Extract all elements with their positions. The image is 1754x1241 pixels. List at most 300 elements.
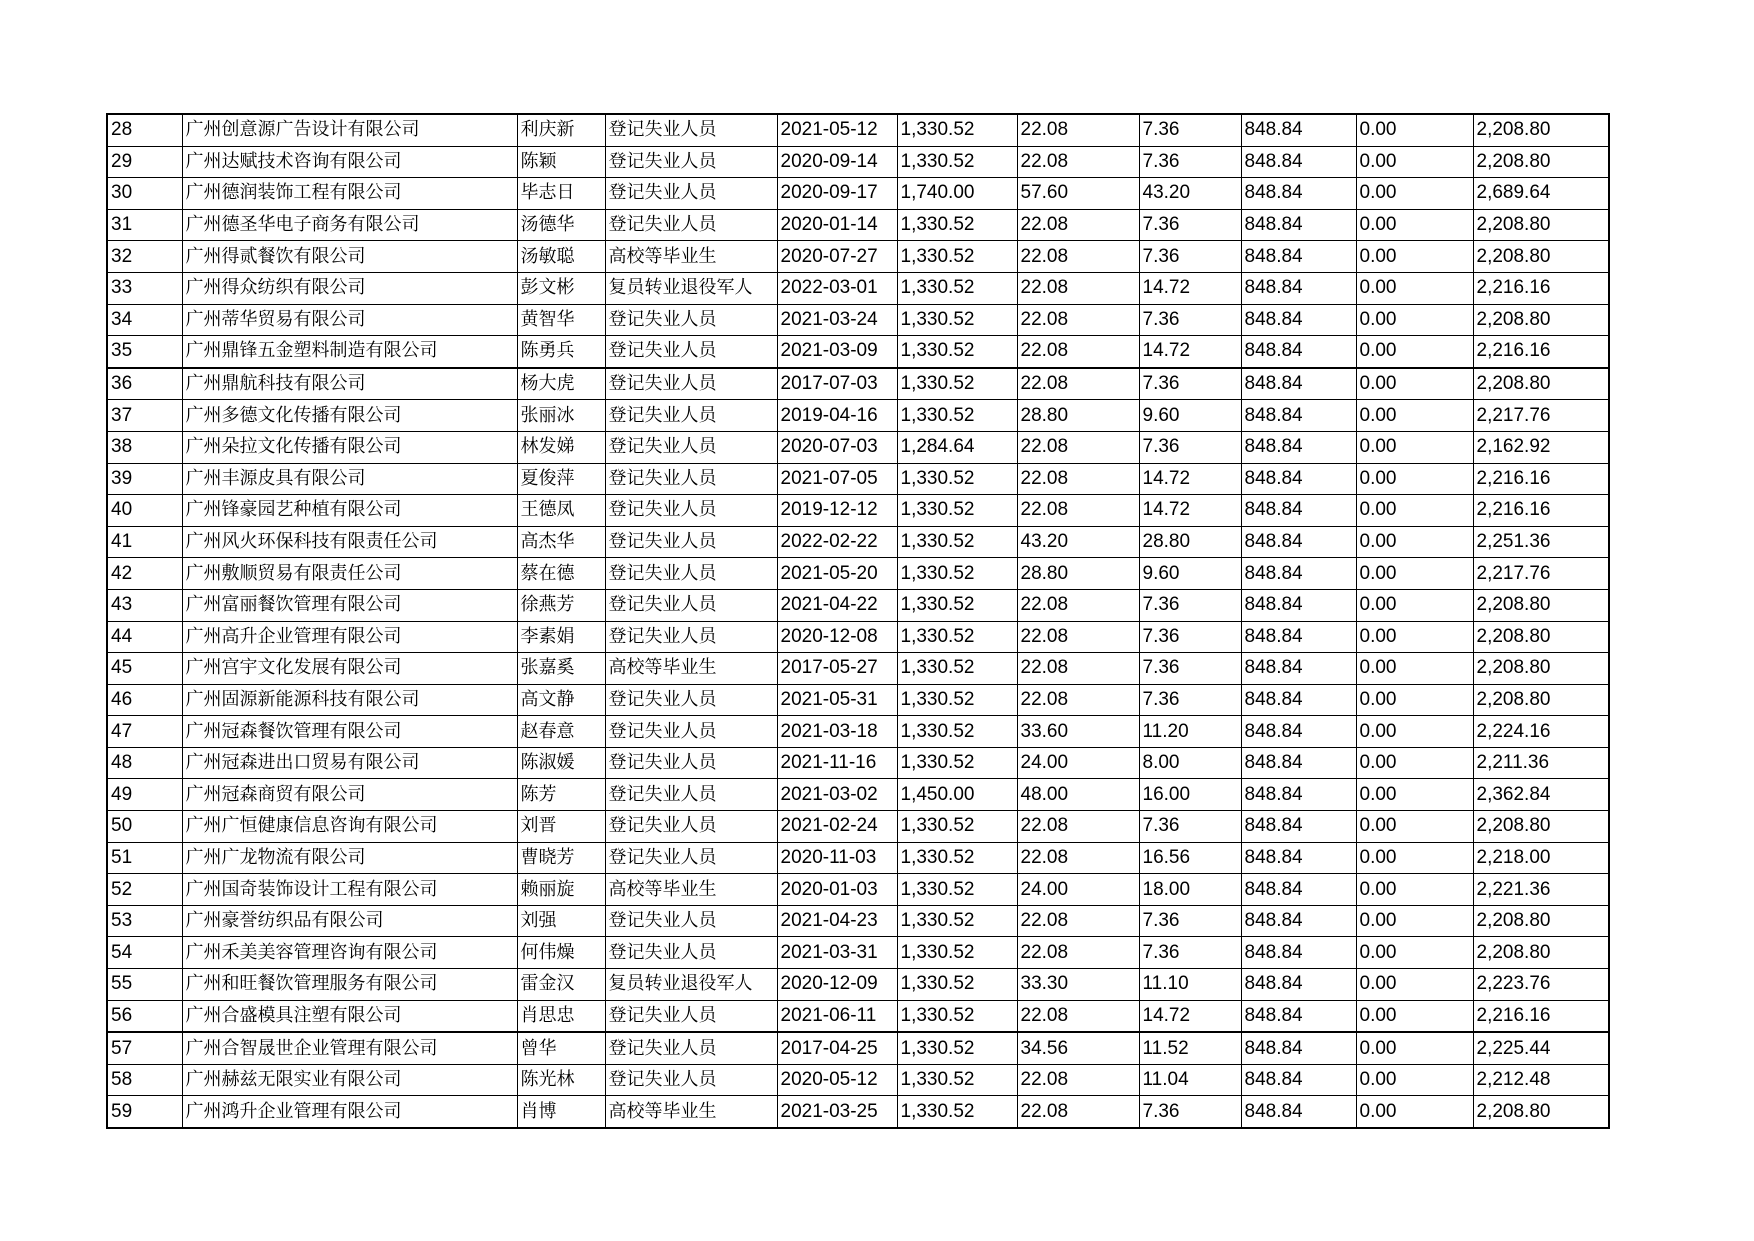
total-cell: 2,225.44 (1473, 1032, 1609, 1064)
amount-cell: 22.08 (1017, 1064, 1139, 1096)
table-row (107, 811, 1609, 843)
amount-cell: 1,330.52 (897, 336, 1017, 368)
date-cell: 2022-03-01 (777, 272, 897, 304)
amount-cell: 16.00 (1139, 779, 1241, 811)
total-cell: 2,208.80 (1473, 589, 1609, 621)
company-name-cell: 广州固源新能源科技有限公司 (182, 684, 517, 716)
amount-cell: 0.00 (1356, 905, 1473, 937)
date-cell: 2021-03-02 (777, 779, 897, 811)
date-cell: 2021-03-31 (777, 937, 897, 969)
date-cell: 2021-03-24 (777, 304, 897, 336)
total-cell: 2,208.80 (1473, 653, 1609, 685)
date-cell: 2021-04-23 (777, 905, 897, 937)
amount-cell: 1,330.52 (897, 811, 1017, 843)
person-name-cell: 张嘉奚 (517, 653, 605, 685)
personnel-category-cell: 登记失业人员 (605, 684, 777, 716)
amount-cell: 22.08 (1017, 811, 1139, 843)
row-number-cell: 36 (107, 368, 182, 400)
amount-cell: 1,330.52 (897, 874, 1017, 906)
amount-cell: 1,330.52 (897, 1064, 1017, 1096)
date-cell: 2021-11-16 (777, 747, 897, 779)
table-row (107, 716, 1609, 748)
table-row (107, 368, 1609, 400)
person-name-cell: 彭文彬 (517, 272, 605, 304)
amount-cell: 0.00 (1356, 874, 1473, 906)
amount-cell: 1,330.52 (897, 747, 1017, 779)
amount-cell: 22.08 (1017, 146, 1139, 178)
person-name-cell: 曾华 (517, 1032, 605, 1064)
amount-cell: 848.84 (1241, 495, 1356, 527)
amount-cell: 0.00 (1356, 558, 1473, 590)
personnel-category-cell: 登记失业人员 (605, 937, 777, 969)
row-number-cell: 55 (107, 969, 182, 1001)
personnel-category-cell: 复员转业退役军人 (605, 969, 777, 1001)
table-row (107, 653, 1609, 685)
total-cell: 2,208.80 (1473, 209, 1609, 241)
total-cell: 2,208.80 (1473, 905, 1609, 937)
date-cell: 2021-07-05 (777, 463, 897, 495)
amount-cell: 16.56 (1139, 842, 1241, 874)
amount-cell: 0.00 (1356, 1000, 1473, 1032)
amount-cell: 22.08 (1017, 368, 1139, 400)
amount-cell: 14.72 (1139, 272, 1241, 304)
row-number-cell: 37 (107, 400, 182, 432)
amount-cell: 1,330.52 (897, 905, 1017, 937)
data-table (106, 113, 1610, 1129)
company-name-cell: 广州达赋技术咨询有限公司 (182, 146, 517, 178)
personnel-category-cell: 登记失业人员 (605, 1032, 777, 1064)
row-number-cell: 31 (107, 209, 182, 241)
company-name-cell: 广州高升企业管理有限公司 (182, 621, 517, 653)
row-number-cell: 59 (107, 1096, 182, 1128)
total-cell: 2,362.84 (1473, 779, 1609, 811)
total-cell: 2,208.80 (1473, 1096, 1609, 1128)
amount-cell: 1,330.52 (897, 589, 1017, 621)
table-body (107, 114, 1609, 1128)
company-name-cell: 广州锋豪园艺种植有限公司 (182, 495, 517, 527)
date-cell: 2021-05-31 (777, 684, 897, 716)
personnel-category-cell: 登记失业人员 (605, 114, 777, 146)
amount-cell: 33.60 (1017, 716, 1139, 748)
date-cell: 2017-07-03 (777, 368, 897, 400)
amount-cell: 1,330.52 (897, 716, 1017, 748)
amount-cell: 1,330.52 (897, 304, 1017, 336)
date-cell: 2020-11-03 (777, 842, 897, 874)
personnel-category-cell: 登记失业人员 (605, 811, 777, 843)
amount-cell: 848.84 (1241, 463, 1356, 495)
amount-cell: 22.08 (1017, 431, 1139, 463)
row-number-cell: 51 (107, 842, 182, 874)
row-number-cell: 50 (107, 811, 182, 843)
date-cell: 2017-04-25 (777, 1032, 897, 1064)
personnel-category-cell: 登记失业人员 (605, 146, 777, 178)
personnel-category-cell: 高校等毕业生 (605, 653, 777, 685)
personnel-category-cell: 登记失业人员 (605, 1064, 777, 1096)
amount-cell: 28.80 (1017, 400, 1139, 432)
company-name-cell: 广州国奇装饰设计工程有限公司 (182, 874, 517, 906)
personnel-category-cell: 登记失业人员 (605, 842, 777, 874)
row-number-cell: 54 (107, 937, 182, 969)
total-cell: 2,216.16 (1473, 1000, 1609, 1032)
amount-cell: 0.00 (1356, 937, 1473, 969)
amount-cell: 1,284.64 (897, 431, 1017, 463)
personnel-category-cell: 登记失业人员 (605, 747, 777, 779)
amount-cell: 1,330.52 (897, 621, 1017, 653)
amount-cell: 1,450.00 (897, 779, 1017, 811)
amount-cell: 7.36 (1139, 905, 1241, 937)
total-cell: 2,212.48 (1473, 1064, 1609, 1096)
amount-cell: 7.36 (1139, 114, 1241, 146)
amount-cell: 0.00 (1356, 747, 1473, 779)
table-row (107, 272, 1609, 304)
amount-cell: 43.20 (1139, 178, 1241, 210)
person-name-cell: 刘强 (517, 905, 605, 937)
amount-cell: 7.36 (1139, 653, 1241, 685)
date-cell: 2020-01-03 (777, 874, 897, 906)
date-cell: 2021-04-22 (777, 589, 897, 621)
total-cell: 2,224.16 (1473, 716, 1609, 748)
amount-cell: 7.36 (1139, 304, 1241, 336)
amount-cell: 848.84 (1241, 653, 1356, 685)
amount-cell: 9.60 (1139, 400, 1241, 432)
row-number-cell: 48 (107, 747, 182, 779)
amount-cell: 0.00 (1356, 146, 1473, 178)
row-number-cell: 30 (107, 178, 182, 210)
amount-cell: 1,330.52 (897, 526, 1017, 558)
amount-cell: 848.84 (1241, 684, 1356, 716)
amount-cell: 22.08 (1017, 589, 1139, 621)
amount-cell: 0.00 (1356, 779, 1473, 811)
personnel-category-cell: 登记失业人员 (605, 463, 777, 495)
amount-cell: 1,330.52 (897, 209, 1017, 241)
company-name-cell: 广州广龙物流有限公司 (182, 842, 517, 874)
table-row (107, 1096, 1609, 1128)
total-cell: 2,208.80 (1473, 114, 1609, 146)
company-name-cell: 广州和旺餐饮管理服务有限公司 (182, 969, 517, 1001)
amount-cell: 848.84 (1241, 336, 1356, 368)
personnel-category-cell: 复员转业退役军人 (605, 272, 777, 304)
person-name-cell: 徐燕芳 (517, 589, 605, 621)
amount-cell: 22.08 (1017, 272, 1139, 304)
amount-cell: 0.00 (1356, 209, 1473, 241)
amount-cell: 1,330.52 (897, 272, 1017, 304)
personnel-category-cell: 登记失业人员 (605, 336, 777, 368)
table-row (107, 842, 1609, 874)
amount-cell: 1,330.52 (897, 969, 1017, 1001)
date-cell: 2021-03-25 (777, 1096, 897, 1128)
table-row (107, 209, 1609, 241)
row-number-cell: 41 (107, 526, 182, 558)
amount-cell: 0.00 (1356, 653, 1473, 685)
company-name-cell: 广州冠森进出口贸易有限公司 (182, 747, 517, 779)
company-name-cell: 广州得众纺织有限公司 (182, 272, 517, 304)
personnel-category-cell: 登记失业人员 (605, 400, 777, 432)
row-number-cell: 56 (107, 1000, 182, 1032)
table-row (107, 1064, 1609, 1096)
person-name-cell: 汤敏聪 (517, 241, 605, 273)
total-cell: 2,208.80 (1473, 811, 1609, 843)
amount-cell: 848.84 (1241, 304, 1356, 336)
amount-cell: 1,330.52 (897, 653, 1017, 685)
total-cell: 2,223.76 (1473, 969, 1609, 1001)
person-name-cell: 刘晋 (517, 811, 605, 843)
amount-cell: 1,330.52 (897, 842, 1017, 874)
total-cell: 2,217.76 (1473, 558, 1609, 590)
amount-cell: 7.36 (1139, 368, 1241, 400)
table-row (107, 146, 1609, 178)
date-cell: 2021-05-20 (777, 558, 897, 590)
amount-cell: 848.84 (1241, 747, 1356, 779)
person-name-cell: 赵春意 (517, 716, 605, 748)
company-name-cell: 广州丰源皮具有限公司 (182, 463, 517, 495)
company-name-cell: 广州广恒健康信息咨询有限公司 (182, 811, 517, 843)
total-cell: 2,211.36 (1473, 747, 1609, 779)
person-name-cell: 蔡在德 (517, 558, 605, 590)
company-name-cell: 广州鼎航科技有限公司 (182, 368, 517, 400)
amount-cell: 848.84 (1241, 558, 1356, 590)
personnel-category-cell: 登记失业人员 (605, 209, 777, 241)
table-row (107, 495, 1609, 527)
person-name-cell: 何伟燥 (517, 937, 605, 969)
table-row (107, 969, 1609, 1001)
date-cell: 2022-02-22 (777, 526, 897, 558)
amount-cell: 22.08 (1017, 1096, 1139, 1128)
table-row (107, 336, 1609, 368)
amount-cell: 1,330.52 (897, 400, 1017, 432)
amount-cell: 1,330.52 (897, 1096, 1017, 1128)
total-cell: 2,208.80 (1473, 146, 1609, 178)
amount-cell: 1,330.52 (897, 463, 1017, 495)
total-cell: 2,208.80 (1473, 368, 1609, 400)
date-cell: 2019-12-12 (777, 495, 897, 527)
person-name-cell: 高杰华 (517, 526, 605, 558)
person-name-cell: 高文静 (517, 684, 605, 716)
person-name-cell: 陈淑媛 (517, 747, 605, 779)
row-number-cell: 32 (107, 241, 182, 273)
amount-cell: 0.00 (1356, 495, 1473, 527)
company-name-cell: 广州蒂华贸易有限公司 (182, 304, 517, 336)
date-cell: 2020-07-27 (777, 241, 897, 273)
amount-cell: 0.00 (1356, 368, 1473, 400)
amount-cell: 1,330.52 (897, 1000, 1017, 1032)
amount-cell: 7.36 (1139, 684, 1241, 716)
amount-cell: 1,330.52 (897, 558, 1017, 590)
amount-cell: 7.36 (1139, 621, 1241, 653)
table-row (107, 779, 1609, 811)
company-name-cell: 广州多德文化传播有限公司 (182, 400, 517, 432)
person-name-cell: 林发娣 (517, 431, 605, 463)
amount-cell: 7.36 (1139, 1096, 1241, 1128)
amount-cell: 848.84 (1241, 1032, 1356, 1064)
date-cell: 2019-04-16 (777, 400, 897, 432)
total-cell: 2,251.36 (1473, 526, 1609, 558)
row-number-cell: 47 (107, 716, 182, 748)
amount-cell: 11.10 (1139, 969, 1241, 1001)
amount-cell: 848.84 (1241, 842, 1356, 874)
table-row (107, 874, 1609, 906)
amount-cell: 11.04 (1139, 1064, 1241, 1096)
personnel-category-cell: 登记失业人员 (605, 905, 777, 937)
total-cell: 2,208.80 (1473, 684, 1609, 716)
amount-cell: 848.84 (1241, 178, 1356, 210)
amount-cell: 22.08 (1017, 495, 1139, 527)
company-name-cell: 广州创意源广告设计有限公司 (182, 114, 517, 146)
table-row (107, 684, 1609, 716)
amount-cell: 848.84 (1241, 146, 1356, 178)
total-cell: 2,218.00 (1473, 842, 1609, 874)
amount-cell: 0.00 (1356, 1064, 1473, 1096)
amount-cell: 1,330.52 (897, 684, 1017, 716)
company-name-cell: 广州德润装饰工程有限公司 (182, 178, 517, 210)
date-cell: 2021-03-09 (777, 336, 897, 368)
company-name-cell: 广州德圣华电子商务有限公司 (182, 209, 517, 241)
amount-cell: 848.84 (1241, 400, 1356, 432)
amount-cell: 7.36 (1139, 431, 1241, 463)
amount-cell: 14.72 (1139, 336, 1241, 368)
amount-cell: 22.08 (1017, 463, 1139, 495)
row-number-cell: 52 (107, 874, 182, 906)
amount-cell: 22.08 (1017, 621, 1139, 653)
date-cell: 2020-12-09 (777, 969, 897, 1001)
table-row (107, 1000, 1609, 1032)
person-name-cell: 张丽冰 (517, 400, 605, 432)
amount-cell: 0.00 (1356, 526, 1473, 558)
amount-cell: 848.84 (1241, 272, 1356, 304)
amount-cell: 0.00 (1356, 114, 1473, 146)
amount-cell: 7.36 (1139, 811, 1241, 843)
row-number-cell: 44 (107, 621, 182, 653)
date-cell: 2020-12-08 (777, 621, 897, 653)
person-name-cell: 毕志日 (517, 178, 605, 210)
personnel-category-cell: 登记失业人员 (605, 589, 777, 621)
amount-cell: 0.00 (1356, 304, 1473, 336)
person-name-cell: 杨大虎 (517, 368, 605, 400)
amount-cell: 7.36 (1139, 209, 1241, 241)
amount-cell: 7.36 (1139, 589, 1241, 621)
date-cell: 2020-09-17 (777, 178, 897, 210)
table-row (107, 431, 1609, 463)
amount-cell: 14.72 (1139, 495, 1241, 527)
amount-cell: 848.84 (1241, 114, 1356, 146)
amount-cell: 848.84 (1241, 874, 1356, 906)
date-cell: 2017-05-27 (777, 653, 897, 685)
person-name-cell: 夏俊萍 (517, 463, 605, 495)
amount-cell: 28.80 (1017, 558, 1139, 590)
amount-cell: 0.00 (1356, 621, 1473, 653)
row-number-cell: 42 (107, 558, 182, 590)
date-cell: 2020-09-14 (777, 146, 897, 178)
row-number-cell: 58 (107, 1064, 182, 1096)
amount-cell: 0.00 (1356, 241, 1473, 273)
total-cell: 2,216.16 (1473, 336, 1609, 368)
person-name-cell: 陈勇兵 (517, 336, 605, 368)
row-number-cell: 43 (107, 589, 182, 621)
amount-cell: 0.00 (1356, 178, 1473, 210)
total-cell: 2,217.76 (1473, 400, 1609, 432)
row-number-cell: 57 (107, 1032, 182, 1064)
amount-cell: 24.00 (1017, 874, 1139, 906)
person-name-cell: 雷金汉 (517, 969, 605, 1001)
table-row (107, 526, 1609, 558)
table-row (107, 304, 1609, 336)
table-row (107, 621, 1609, 653)
person-name-cell: 肖思忠 (517, 1000, 605, 1032)
amount-cell: 28.80 (1139, 526, 1241, 558)
amount-cell: 848.84 (1241, 969, 1356, 1001)
person-name-cell: 利庆新 (517, 114, 605, 146)
table-row (107, 400, 1609, 432)
person-name-cell: 黄智华 (517, 304, 605, 336)
total-cell: 2,162.92 (1473, 431, 1609, 463)
amount-cell: 0.00 (1356, 272, 1473, 304)
row-number-cell: 35 (107, 336, 182, 368)
amount-cell: 0.00 (1356, 1096, 1473, 1128)
company-name-cell: 广州合智晟世企业管理有限公司 (182, 1032, 517, 1064)
company-name-cell: 广州合盛模具注塑有限公司 (182, 1000, 517, 1032)
amount-cell: 848.84 (1241, 937, 1356, 969)
amount-cell: 0.00 (1356, 431, 1473, 463)
amount-cell: 0.00 (1356, 842, 1473, 874)
table-row (107, 114, 1609, 146)
amount-cell: 0.00 (1356, 336, 1473, 368)
personnel-category-cell: 登记失业人员 (605, 431, 777, 463)
row-number-cell: 39 (107, 463, 182, 495)
amount-cell: 848.84 (1241, 241, 1356, 273)
personnel-category-cell: 登记失业人员 (605, 716, 777, 748)
total-cell: 2,208.80 (1473, 304, 1609, 336)
amount-cell: 848.84 (1241, 209, 1356, 241)
company-name-cell: 广州宫宇文化发展有限公司 (182, 653, 517, 685)
personnel-category-cell: 登记失业人员 (605, 368, 777, 400)
amount-cell: 848.84 (1241, 589, 1356, 621)
row-number-cell: 33 (107, 272, 182, 304)
person-name-cell: 曹晓芳 (517, 842, 605, 874)
date-cell: 2020-01-14 (777, 209, 897, 241)
amount-cell: 848.84 (1241, 1064, 1356, 1096)
amount-cell: 22.08 (1017, 1000, 1139, 1032)
person-name-cell: 陈芳 (517, 779, 605, 811)
amount-cell: 22.08 (1017, 684, 1139, 716)
row-number-cell: 34 (107, 304, 182, 336)
person-name-cell: 汤德华 (517, 209, 605, 241)
amount-cell: 0.00 (1356, 1032, 1473, 1064)
amount-cell: 22.08 (1017, 241, 1139, 273)
amount-cell: 18.00 (1139, 874, 1241, 906)
amount-cell: 848.84 (1241, 621, 1356, 653)
row-number-cell: 53 (107, 905, 182, 937)
amount-cell: 848.84 (1241, 526, 1356, 558)
amount-cell: 22.08 (1017, 114, 1139, 146)
personnel-category-cell: 高校等毕业生 (605, 1096, 777, 1128)
table-row (107, 1032, 1609, 1064)
amount-cell: 0.00 (1356, 684, 1473, 716)
total-cell: 2,216.16 (1473, 463, 1609, 495)
amount-cell: 33.30 (1017, 969, 1139, 1001)
amount-cell: 22.08 (1017, 937, 1139, 969)
amount-cell: 1,330.52 (897, 146, 1017, 178)
amount-cell: 22.08 (1017, 653, 1139, 685)
personnel-category-cell: 登记失业人员 (605, 178, 777, 210)
amount-cell: 22.08 (1017, 304, 1139, 336)
amount-cell: 848.84 (1241, 905, 1356, 937)
date-cell: 2020-07-03 (777, 431, 897, 463)
amount-cell: 22.08 (1017, 336, 1139, 368)
total-cell: 2,216.16 (1473, 272, 1609, 304)
personnel-category-cell: 登记失业人员 (605, 1000, 777, 1032)
amount-cell: 1,330.52 (897, 241, 1017, 273)
amount-cell: 848.84 (1241, 811, 1356, 843)
company-name-cell: 广州风火环保科技有限责任公司 (182, 526, 517, 558)
